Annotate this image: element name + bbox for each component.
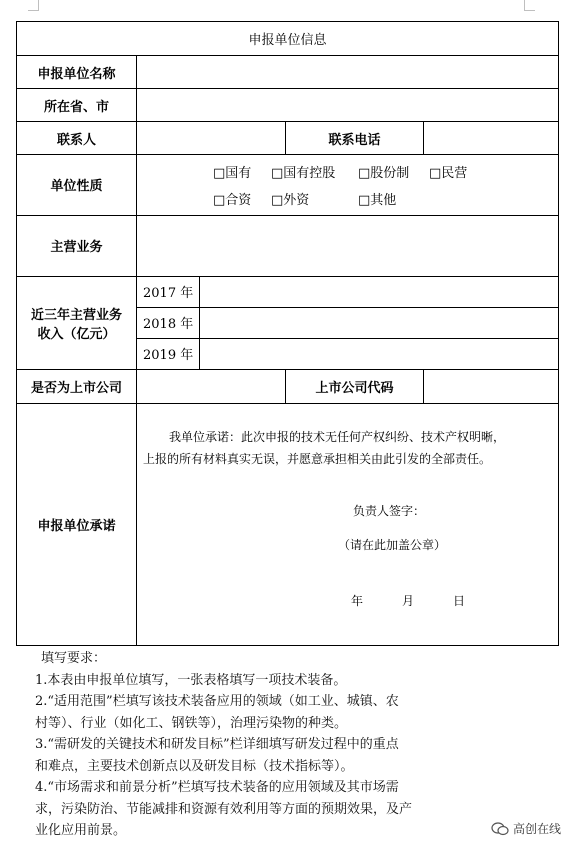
revenue-label-line2: 收入（亿元） bbox=[37, 326, 116, 342]
phone-label: 联系电话 bbox=[286, 122, 424, 155]
instruction-line: 求，污染防治、节能减排和资源有效利用等方面的预期效果，及产 bbox=[35, 801, 413, 817]
date-day-label: 日 bbox=[453, 594, 466, 609]
instruction-line: 1.本表由申报单位填写，一张表格填写一项技术装备。 bbox=[35, 672, 347, 688]
revenue-label-line1: 近三年主营业务 bbox=[30, 307, 122, 323]
nature-option-private[interactable]: □民营 bbox=[429, 165, 468, 181]
nature-option-other[interactable]: □其他 bbox=[358, 192, 397, 208]
year-2018-label: 2018 年 bbox=[137, 307, 200, 338]
listed-code-label: 上市公司代码 bbox=[286, 370, 424, 404]
instruction-line: 和难点，主要技术创新点以及研发目标（技术指标等）。 bbox=[35, 758, 354, 774]
instruction-line: 业化应用前景。 bbox=[35, 823, 127, 838]
nature-option-joint-stock[interactable]: □股份制 bbox=[358, 165, 410, 181]
business-field[interactable] bbox=[137, 215, 559, 276]
instructions-title: 填写要求： bbox=[41, 651, 107, 666]
revenue-2019-field[interactable] bbox=[200, 338, 559, 369]
nature-option-joint-venture[interactable]: □合资 bbox=[213, 192, 252, 208]
nature-option-foreign[interactable]: □外资 bbox=[271, 192, 310, 208]
revenue-2018-field[interactable] bbox=[200, 307, 559, 338]
page-corner-mark bbox=[28, 0, 39, 11]
listed-field[interactable] bbox=[137, 370, 286, 404]
contact-label: 联系人 bbox=[17, 122, 137, 155]
promise-cell bbox=[137, 404, 559, 646]
contact-field[interactable] bbox=[137, 122, 286, 155]
page-corner-mark bbox=[524, 0, 535, 11]
date-month-label: 月 bbox=[402, 594, 415, 609]
phone-field[interactable] bbox=[424, 122, 559, 155]
promise-line-1: 我单位承诺：此次申报的技术无任何产权纠纷、技术产权明晰， bbox=[169, 430, 506, 445]
nature-option-state-owned[interactable]: □国有 bbox=[213, 165, 252, 181]
unit-name-label: 申报单位名称 bbox=[17, 56, 137, 89]
instruction-line: 村等）、行业（如化工、钢铁等），治理污染物的种类。 bbox=[35, 715, 348, 731]
wechat-logo-icon bbox=[491, 822, 509, 836]
revenue-2017-field[interactable] bbox=[200, 276, 559, 307]
instruction-line: 4.“市场需求和前景分析”栏填写技术装备的应用领域及其市场需 bbox=[35, 780, 399, 795]
watermark bbox=[491, 820, 561, 837]
unit-name-field[interactable] bbox=[137, 56, 559, 89]
year-2019-label: 2019 年 bbox=[137, 338, 200, 369]
date-year-label: 年 bbox=[351, 594, 364, 609]
table-header: 申报单位信息 bbox=[17, 22, 559, 56]
revenue-label bbox=[17, 276, 137, 369]
watermark-text: 高创在线 bbox=[512, 822, 561, 836]
application-form-table bbox=[16, 21, 559, 646]
instruction-line: 3.“需研发的关键技术和研发目标”栏详细填写研发过程中的重点 bbox=[35, 737, 399, 752]
listed-code-field[interactable] bbox=[424, 370, 559, 404]
nature-label: 单位性质 bbox=[17, 155, 137, 215]
promise-label: 申报单位承诺 bbox=[17, 404, 137, 646]
seal-note: （请在此加盖公章） bbox=[338, 538, 447, 553]
nature-option-state-controlled[interactable]: □国有控股 bbox=[271, 165, 336, 181]
listed-label: 是否为上市公司 bbox=[17, 370, 137, 404]
promise-line-2: 上报的所有材料真实无误，并愿意承担相关由此引发的全部责任。 bbox=[143, 452, 492, 467]
business-label: 主营业务 bbox=[17, 215, 137, 276]
instruction-line: 2.“适用范围”栏填写该技术装备应用的领域（如工业、城镇、农 bbox=[35, 694, 399, 709]
province-field[interactable] bbox=[137, 89, 559, 122]
nature-options bbox=[137, 155, 559, 215]
signature-label: 负责人签字： bbox=[353, 504, 426, 519]
province-label: 所在省、市 bbox=[17, 89, 137, 122]
year-2017-label: 2017 年 bbox=[137, 276, 200, 307]
fill-instructions bbox=[35, 648, 555, 842]
